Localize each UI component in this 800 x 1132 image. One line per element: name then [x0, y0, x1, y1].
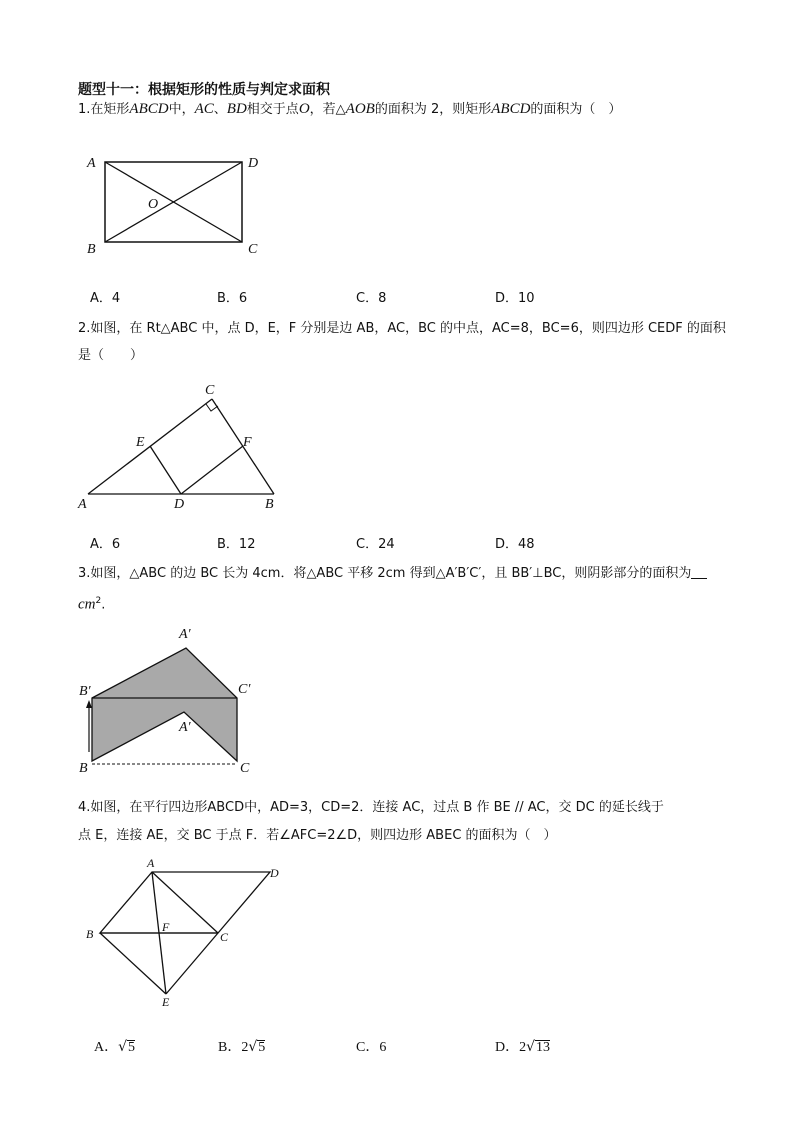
q2-option-a[interactable]: A．6 [90, 537, 121, 552]
q3-label-a-prime-top: A′ [179, 627, 191, 642]
q4-option-a[interactable] [94, 1036, 135, 1056]
q3-translation-figure [76, 625, 266, 780]
q3-arrow-head [86, 700, 92, 708]
q1-ac: AC [194, 101, 214, 117]
q1-label-b: B [87, 242, 96, 257]
q1-option-d[interactable]: D．10 [495, 291, 535, 306]
q2-segment-fd [181, 446, 243, 494]
q3-label-b: B [79, 761, 88, 776]
q1-label-d: D [248, 156, 259, 171]
q1-triangle-symbol: △ [335, 102, 346, 117]
q4-option-b-prefix: B． [218, 1040, 242, 1055]
q1-o: O [298, 101, 310, 117]
q2-label-f: F [243, 435, 252, 450]
q1-text: 相交于点 [246, 102, 299, 117]
q1-text: 中， [168, 102, 195, 117]
q1-text: ，若 [309, 102, 336, 117]
q1-label-a: A [87, 156, 96, 171]
q4-label-d: D [270, 866, 279, 880]
q2-option-d[interactable]: D．48 [495, 537, 535, 552]
q1-abcd: ABCD [129, 101, 169, 117]
q1-abcd: ABCD [491, 101, 531, 117]
q2-label-c: C [205, 383, 215, 398]
q2-segment-ed [150, 446, 181, 494]
q3-label-a-prime-inner: A′ [179, 720, 191, 735]
q3-shaded-region [92, 648, 237, 761]
q1-bd: BD [226, 101, 247, 117]
q2-option-b[interactable]: B．12 [217, 537, 256, 552]
q4-option-a-radicand: 5 [128, 1040, 136, 1055]
q2-label-a: A [78, 497, 87, 512]
q3-text: 3.如图，△ABC 的边 BC 长为 4cm．将△ABC 平移 2cm 得到△A′B′C′，且 BB′⊥BC，则阴影部分的面积为 [78, 566, 692, 581]
q2-label-d: D [174, 497, 185, 512]
q3-answer-blank[interactable] [691, 564, 707, 579]
sqrt-icon: √ [526, 1039, 536, 1055]
q4-label-c: C [220, 930, 229, 944]
q3-label-b-prime: B′ [79, 684, 91, 699]
q4-option-a-prefix: A． [94, 1040, 119, 1055]
q3-unit-superscript: 2 [95, 596, 102, 606]
q3-period: . [101, 597, 106, 613]
q4-label-e: E [162, 995, 170, 1009]
q1-number: 1. [78, 102, 91, 117]
q2-option-c[interactable]: C．24 [356, 537, 395, 552]
q4-option-d-radicand: 13 [536, 1040, 551, 1055]
section-title: 题型十一：根据矩形的性质与判定求面积 [78, 82, 330, 98]
q2-triangle-figure [75, 380, 290, 515]
sqrt-icon: √ [118, 1039, 128, 1055]
question-1-text [78, 99, 621, 120]
q4-option-d-prefix: D． [495, 1040, 520, 1055]
q4-option-d-coefficient: 2 [519, 1040, 527, 1055]
q1-option-b[interactable]: B．6 [217, 291, 248, 306]
question-3-unit [78, 591, 105, 615]
q2-label-e: E [136, 435, 145, 450]
q4-option-b-radicand: 5 [258, 1040, 266, 1055]
q1-label-c: C [248, 242, 258, 257]
q4-option-d[interactable] [495, 1036, 550, 1056]
q4-option-c[interactable]: C．6 [356, 1040, 387, 1055]
q1-text: 的面积为 2，则矩形 [374, 102, 492, 117]
q1-text: 在矩形 [90, 102, 130, 117]
sqrt-icon: √ [248, 1039, 258, 1055]
q1-aob: AOB [345, 101, 375, 117]
q1-rectangle-figure [78, 150, 278, 260]
q4-label-b: B [86, 927, 94, 941]
q4-option-b[interactable] [218, 1036, 265, 1056]
q1-text: 的面积为（ ） [530, 102, 622, 117]
q1-option-a[interactable]: A．4 [90, 291, 121, 306]
q4-parallelogram-figure [80, 855, 300, 1010]
question-4-line2: 点 E，连接 AE，交 BC 于点 F．若∠AFC=2∠D，则四边形 ABEC 的面积为（ ） [78, 828, 557, 843]
q3-label-c-prime: C′ [238, 682, 251, 697]
q4-label-a: A [147, 856, 155, 870]
q1-option-c[interactable]: C．8 [356, 291, 387, 306]
q4-option-b-coefficient: 2 [241, 1040, 249, 1055]
q2-label-b: B [265, 497, 274, 512]
q4-label-f: F [162, 920, 170, 934]
q4-segment-be [100, 933, 166, 994]
question-3-line1 [78, 564, 707, 584]
question-2-line1: 2.如图，在 Rt△ABC 中，点 D，E，F 分别是边 AB，AC，BC 的中点，AC=8，BC=6，则四边形 CEDF 的面积 [78, 321, 726, 336]
question-4-line1: 4.如图，在平行四边形ABCD中，AD=3，CD=2．连接 AC，过点 B 作 BE // AC，交 DC 的延长线于 [78, 800, 664, 815]
q1-label-o: O [148, 197, 159, 212]
question-2-line2: 是（ ） [78, 348, 144, 363]
q1-text: 、 [213, 102, 227, 117]
q4-segment-ce [166, 933, 218, 994]
q3-unit: cm [78, 596, 96, 613]
q3-label-c: C [240, 761, 250, 776]
